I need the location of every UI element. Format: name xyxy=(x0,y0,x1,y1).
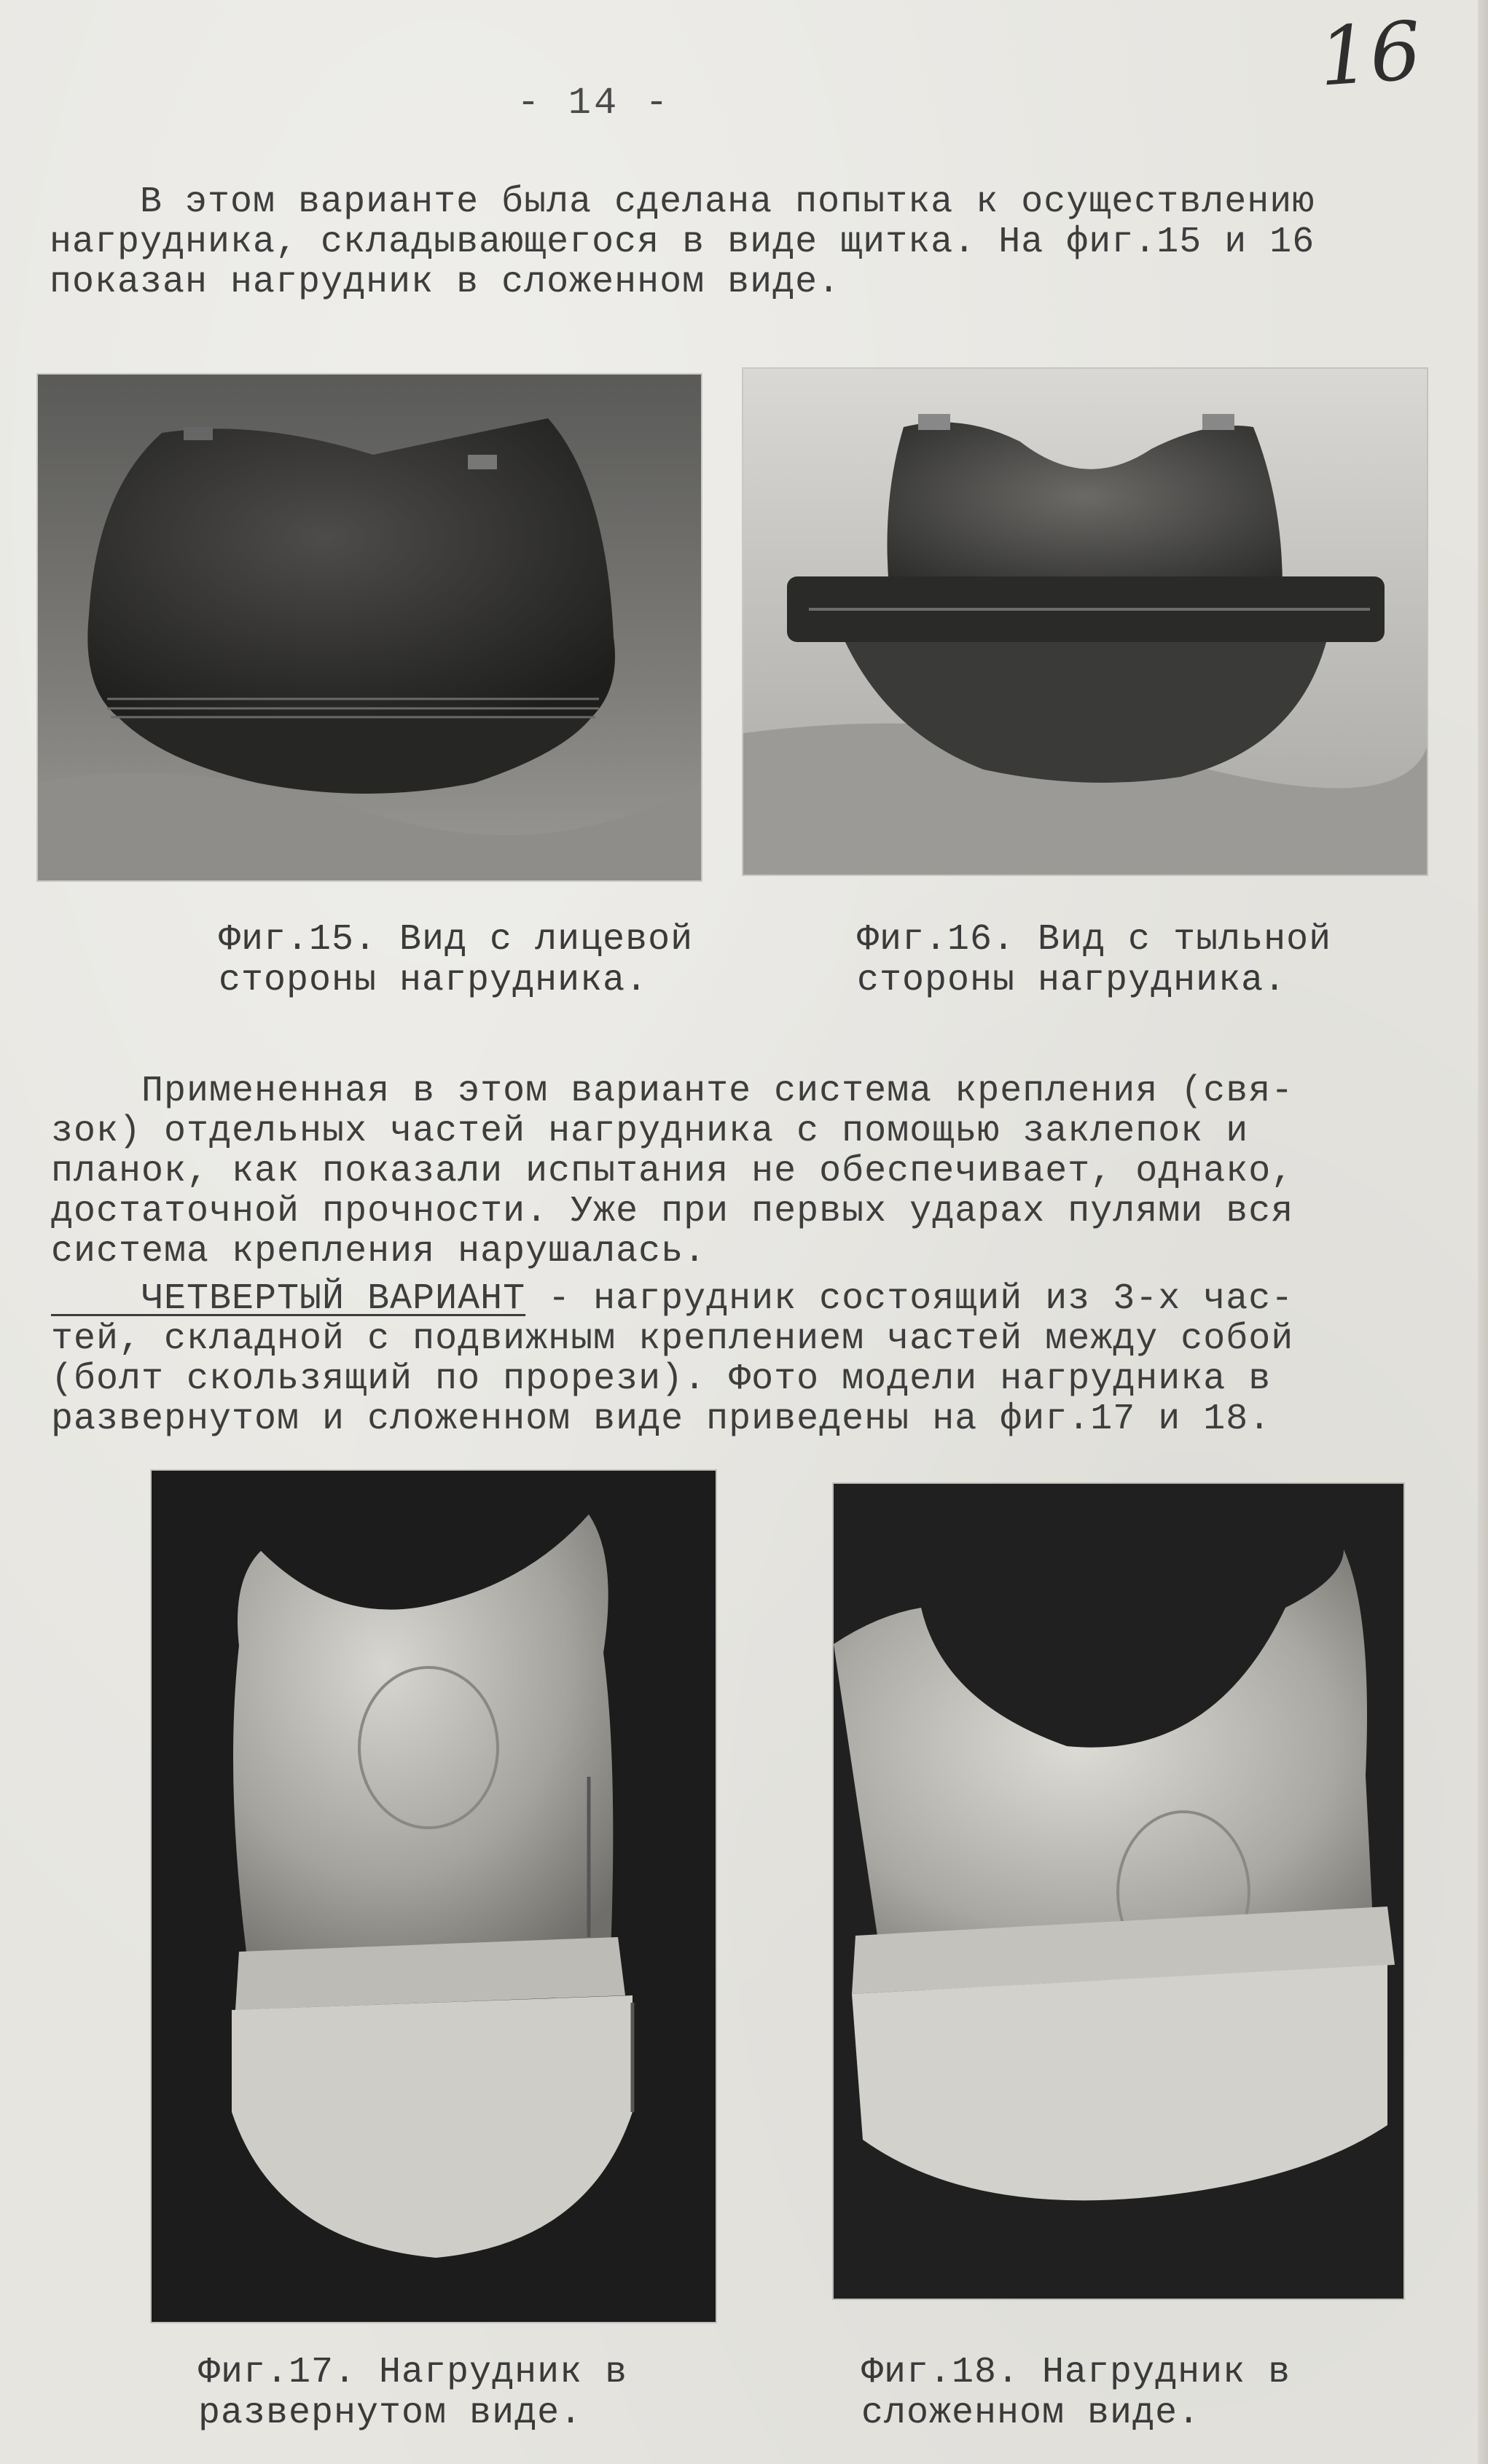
photo-fig17-unfolded xyxy=(152,1471,716,2322)
caption-fig18: Фиг.18. Нагрудник в сложенном виде. xyxy=(861,2352,1291,2434)
caption-fig16: Фиг.16. Вид с тыльной стороны нагрудника. xyxy=(857,919,1332,1001)
page-number: - 14 - xyxy=(517,82,671,125)
fastening-paragraph: Примененная в этом варианте система крепления (свя- зок) отдельных частей нагрудника с помощью заклепок и планок, как показали испытания не обеспечивает, однако, достаточной прочности. Уже при первых ударах пулями вся система крепления нарушалась. xyxy=(51,1071,1294,1272)
handwritten-folio-number: 16 xyxy=(1315,4,1425,104)
fourth-variant-text: - нагрудник состоящий из 3-х час- тей, складной с подвижным креплением частей между собой (болт скользящий по прорези). Фото модели нагрудника в развернутом и сложенном виде приведены на фиг.17 и 18. xyxy=(51,1278,1294,1440)
caption-fig15: Фиг.15. Вид с лицевой стороны нагрудника. xyxy=(219,919,694,1001)
fourth-variant-paragraph xyxy=(51,1279,1293,1439)
page-edge xyxy=(1478,0,1488,2464)
photo-fig16-back-view xyxy=(743,369,1427,875)
photo-fig18-folded xyxy=(834,1484,1403,2299)
intro-paragraph: В этом варианте была сделана попытка к осуществлению нагрудника, складывающегося в виде щитка. На фиг.15 и 16 показан нагрудник в сложенном виде. xyxy=(50,181,1315,303)
photo-fig15-front-view xyxy=(38,375,701,880)
fourth-variant-heading: ЧЕТВЕРТЫЙ ВАРИАНТ xyxy=(51,1278,526,1320)
caption-fig17: Фиг.17. Нагрудник в развернутом виде. xyxy=(198,2352,628,2434)
